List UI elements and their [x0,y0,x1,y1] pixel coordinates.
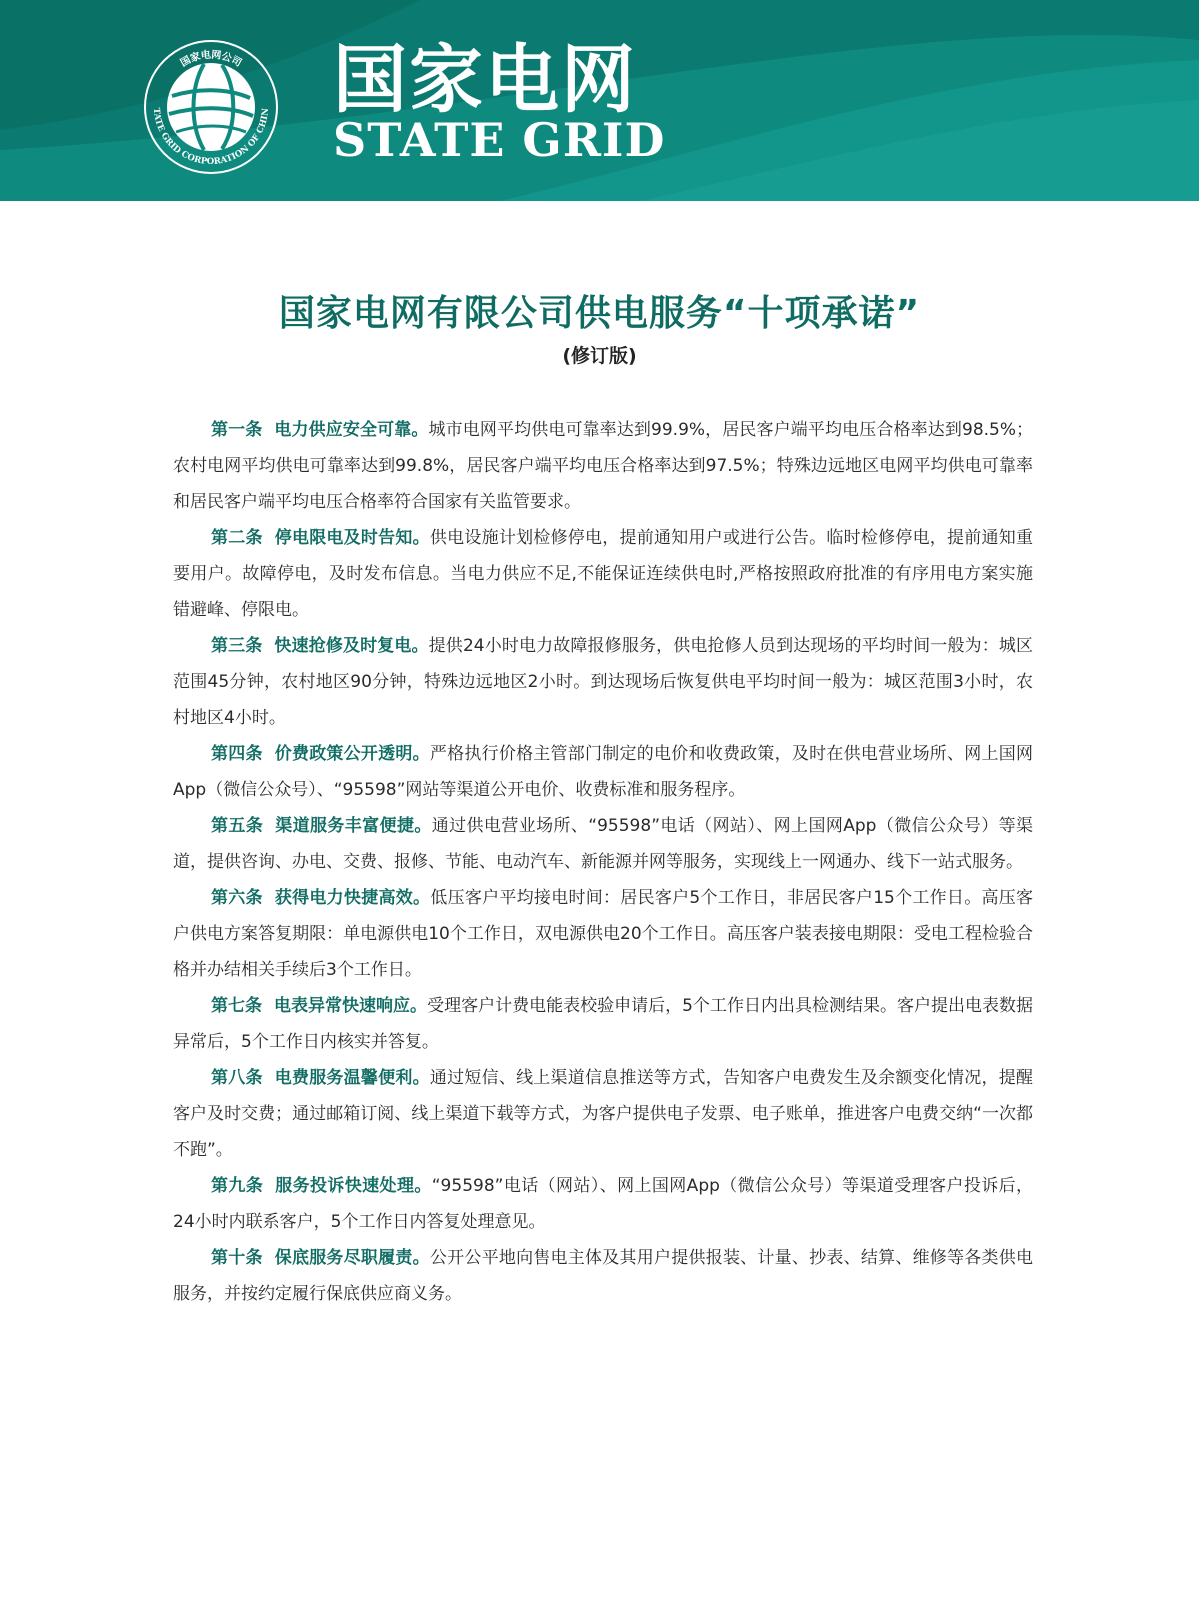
article-body: 公开公平地向售电主体及其用户提供报装、计量、抄表、结算、维修等各类供电服务，并按约定履行保底供应商义务。 [173,1248,1034,1304]
article-lead [211,636,429,656]
logo-ring-cn: 国家电网公司 [178,49,244,70]
article-number: 第五条 [211,816,264,836]
article-lead [211,744,430,764]
article-number: 第一条 [211,420,263,440]
article-body: 通过供电营业场所、“95598”电话（网站）、网上国网App（微信公众号）等渠道，提供咨询、办电、交费、报修、节能、电动汽车、新能源并网等服务，实现线上一网通办、线下一站式服务。 [173,816,1034,872]
document-subtitle: (修订版) [562,345,637,367]
brand-name-cn: 国家电网 [333,37,637,123]
article-body: “95598”电话（网站）、网上国网App（微信公众号）等渠道受理客户投诉后，24小时内联系客户，5个工作日内答复处理意见。 [173,1176,1034,1232]
article [173,1060,1033,1168]
article-lead [211,528,430,548]
article-heading: 电表异常快速响应。 [274,996,428,1016]
article-heading: 价费政策公开透明。 [274,744,430,764]
article-number: 第四条 [211,744,263,764]
article-body: 低压客户平均接电时间：居民客户5个工作日，非居民客户15个工作日。高压客户供电方案答复期限：单电源供电10个工作日，双电源供电20个工作日。高压客户装表接电期限：受电工程检验合格并办结相关手续后3个工作日。 [173,888,1034,980]
article-number: 第二条 [211,528,263,548]
article-number: 第十条 [211,1248,263,1268]
article-body: 供电设施计划检修停电，提前通知用户或进行公告。临时检修停电，提前通知重要用户。故障停电，及时发布信息。当电力供应不足,不能保证连续供电时,严格按照政府批准的有序用电方案实施错避峰、停限电。 [173,528,1034,620]
article [173,1168,1033,1240]
article-lead [211,1248,430,1268]
article [173,880,1033,988]
article-number: 第八条 [211,1068,263,1088]
article-heading: 渠道服务丰富便捷。 [275,816,432,836]
article-body: 受理客户计费电能表校验申请后，5个工作日内出具检测结果。客户提出电表数据异常后，5个工作日内核实并答复。 [173,996,1034,1052]
article-number: 第三条 [211,636,263,656]
article-heading: 服务投诉快速处理。 [275,1176,432,1196]
brand-name-en: STATE GRID [333,113,666,167]
article-lead [211,1176,432,1196]
article-heading: 快速抢修及时复电。 [274,636,429,656]
article-heading: 停电限电及时告知。 [274,528,430,548]
article-heading: 获得电力快捷高效。 [274,888,431,908]
article [173,988,1033,1060]
state-grid-logo [142,38,280,176]
article-heading: 电费服务温馨便利。 [274,1068,430,1088]
globe-logo-icon [142,38,280,176]
article-heading: 电力供应安全可靠。 [274,420,429,440]
article-body: 城市电网平均供电可靠率达到99.9%，居民客户端平均电压合格率达到98.5%；农村电网平均供电可靠率达到99.8%，居民客户端平均电压合格率达到97.5%；特殊边远地区电网平均供电可靠率和居民客户端平均电压合格率符合国家有关监管要求。 [173,420,1034,512]
article [173,520,1033,628]
article-body: 提供24小时电力故障报修服务，供电抢修人员到达现场的平均时间一般为：城区范围45分钟，农村地区90分钟，特殊边远地区2小时。到达现场后恢复供电平均时间一般为：城区范围3小时，农村地区4小时。 [173,636,1034,728]
article-number: 第七条 [211,996,263,1016]
article [173,1240,1033,1312]
article-lead [211,1068,430,1088]
article-lead [211,888,430,908]
logo-ring-en: TATE GRID CORPORATION OF CHIN [150,107,272,168]
article [173,628,1033,736]
article-lead [211,996,427,1016]
article-body: 严格执行价格主管部门制定的电价和收费政策，及时在供电营业场所、网上国网App（微信公众号）、“95598”网站等渠道公开电价、收费标准和服务程序。 [173,744,1034,800]
article-number: 第六条 [211,888,263,908]
header-banner [0,0,1199,201]
article-body: 通过短信、线上渠道信息推送等方式，告知客户电费发生及余额变化情况，提醒客户及时交费；通过邮箱订阅、线上渠道下载等方式，为客户提供电子发票、电子账单，推进客户电费交纳“一次都不跑”。 [173,1068,1034,1160]
article [173,808,1033,880]
document-title: 国家电网有限公司供电服务“十项承诺” [278,293,921,334]
article-lead [211,420,428,440]
article-heading: 保底服务尽职履责。 [274,1248,430,1268]
article [173,412,1033,520]
articles-list [173,412,1033,1312]
article-lead [211,816,432,836]
article-number: 第九条 [211,1176,264,1196]
article [173,736,1033,808]
